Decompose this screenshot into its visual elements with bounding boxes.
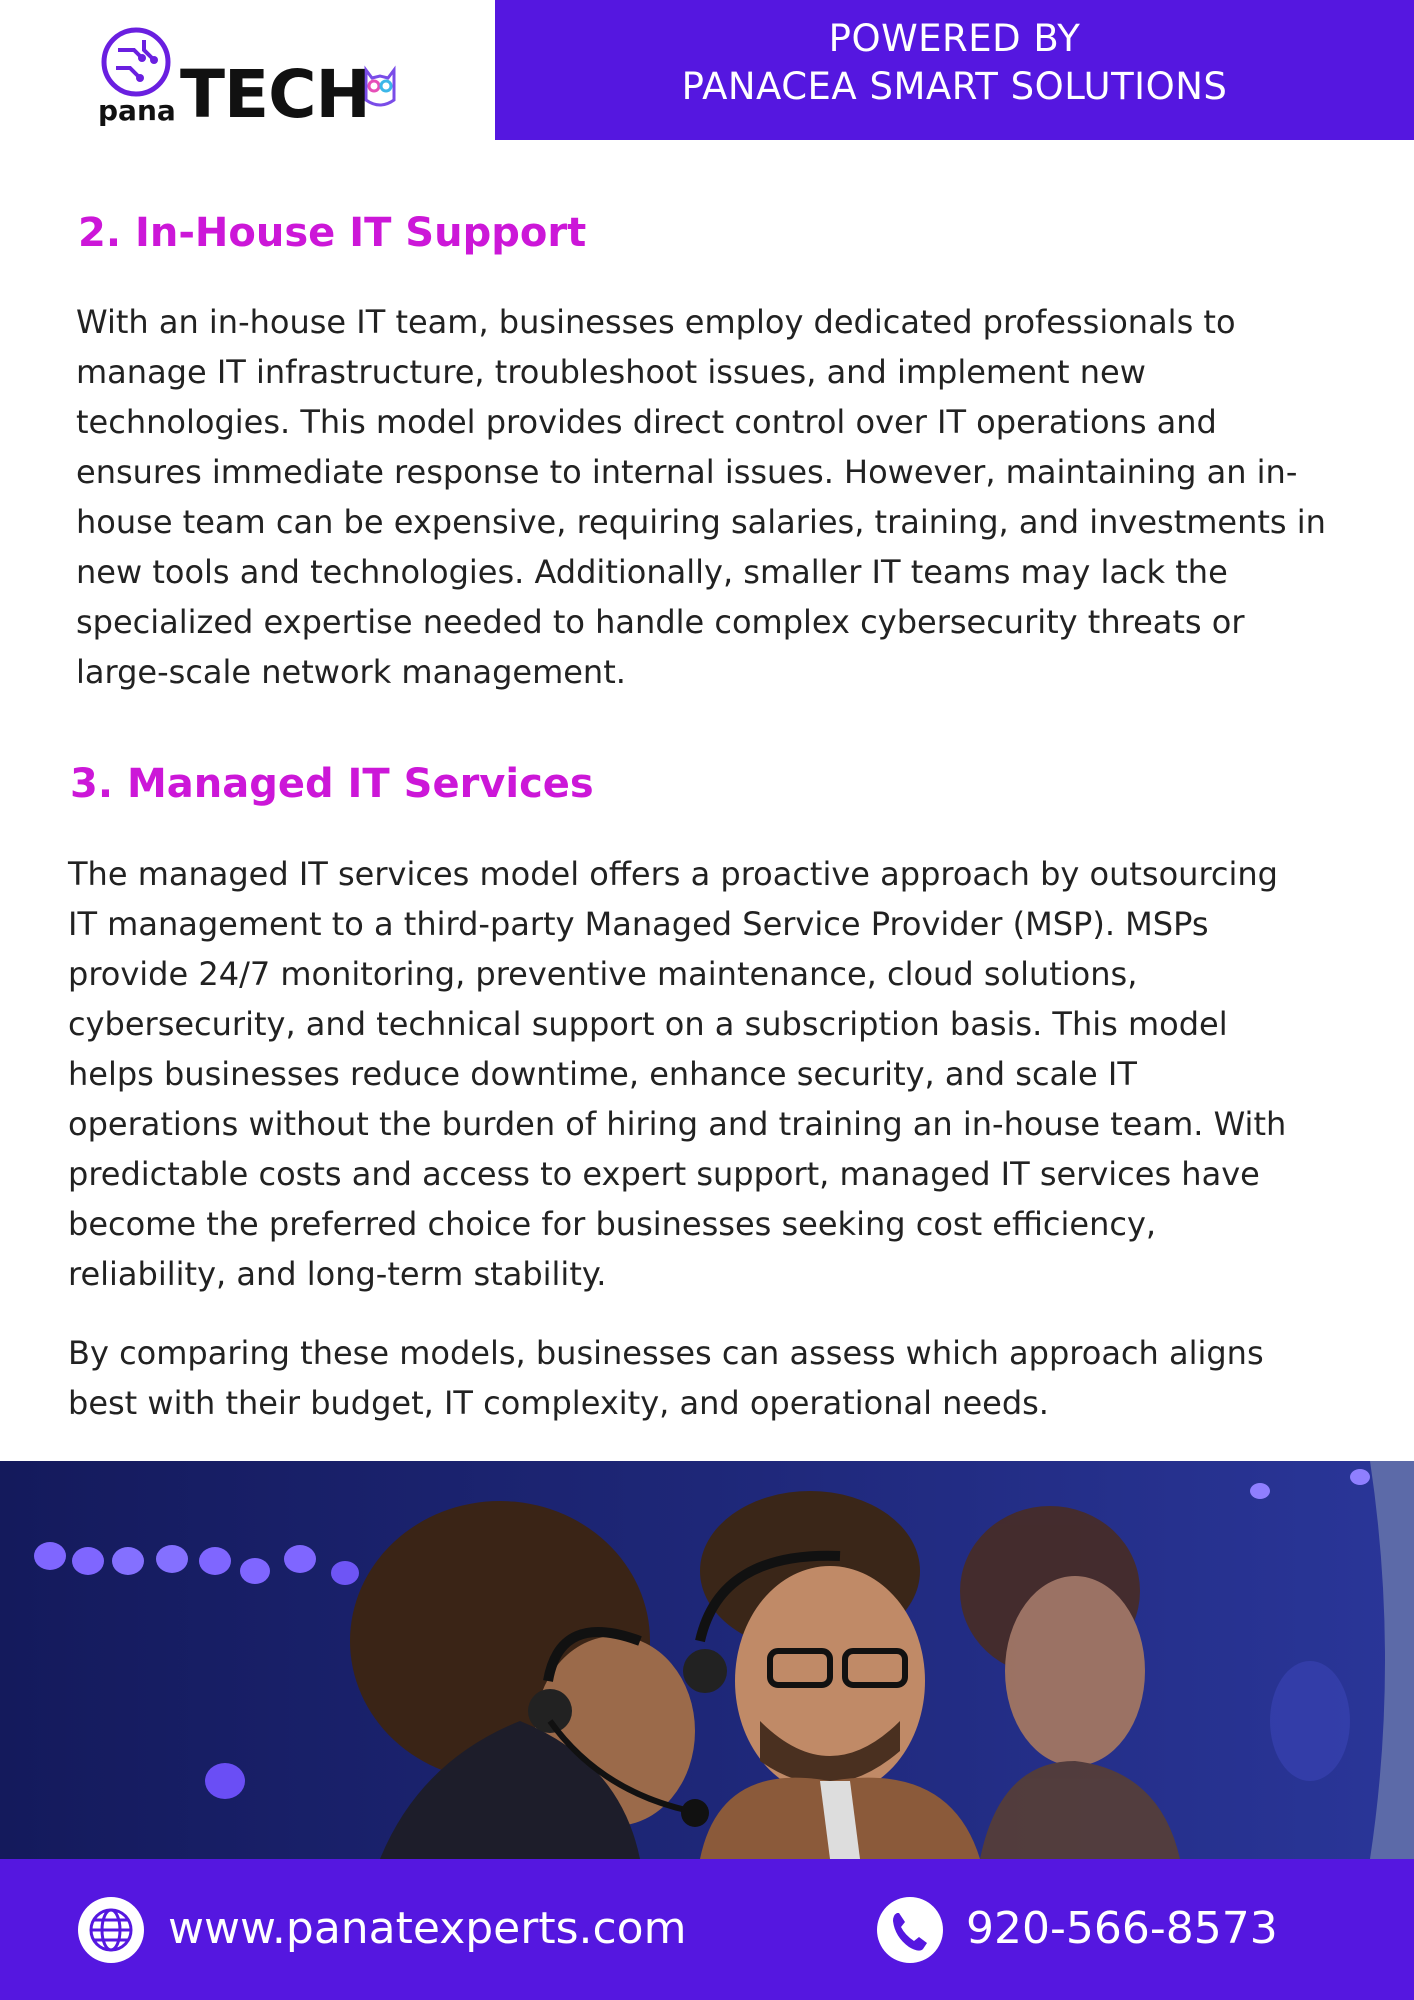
text-line: provide 24/7 monitoring, preventive maintenance, cloud solutions,	[68, 955, 1138, 993]
company-name-line: PANACEA SMART SOLUTIONS	[681, 65, 1228, 108]
photo-illustration	[0, 1461, 1414, 1859]
circuit-brain-icon	[104, 30, 168, 94]
section-body-in-house	[76, 297, 1326, 697]
logo-text-pana: pana	[98, 94, 176, 127]
text-line: With an in-house IT team, businesses employ dedicated professionals to	[76, 303, 1236, 341]
text-line: best with their budget, IT complexity, and operational needs.	[68, 1384, 1049, 1422]
text-line: large-scale network management.	[76, 653, 626, 691]
logo-text-tech: TECH	[180, 56, 370, 133]
text-line: By comparing these models, businesses can assess which approach aligns	[68, 1334, 1264, 1372]
text-line: house team can be expensive, requiring salaries, training, and investments in	[76, 503, 1326, 541]
text-line: specialized expertise needed to handle complex cybersecurity threats or	[76, 603, 1245, 641]
text-line: new tools and technologies. Additionally, smaller IT teams may lack the	[76, 553, 1228, 591]
text-line: predictable costs and access to expert support, managed IT services have	[68, 1155, 1260, 1193]
text-line: operations without the burden of hiring and training an in-house team. With	[68, 1105, 1287, 1143]
text-line: manage IT infrastructure, troubleshoot issues, and implement new	[76, 353, 1146, 391]
text-line: helps businesses reduce downtime, enhance security, and scale IT	[68, 1055, 1137, 1093]
text-line: become the preferred choice for businesses seeking cost efficiency,	[68, 1205, 1157, 1243]
text-line: ensures immediate response to internal issues. However, maintaining an in-	[76, 453, 1298, 491]
phone-number-link[interactable]: 920-566-8573	[966, 1903, 1278, 1954]
phone-icon	[877, 1897, 943, 1963]
section-heading-managed: 3. Managed IT Services	[70, 761, 594, 807]
powered-by-banner	[495, 0, 1414, 140]
section-heading-in-house: 2. In-House IT Support	[78, 210, 587, 256]
text-line: IT management to a third-party Managed Service Provider (MSP). MSPs	[68, 905, 1209, 943]
section-body-managed	[68, 849, 1286, 1299]
website-link[interactable]: www.panatexperts.com	[168, 1903, 687, 1954]
pana-tech-logo	[96, 20, 406, 133]
powered-by-line: POWERED BY	[828, 17, 1081, 60]
owl-icon	[366, 70, 394, 105]
closing-paragraph	[68, 1328, 1264, 1428]
text-line: cybersecurity, and technical support on a subscription basis. This model	[68, 1005, 1228, 1043]
support-team-photo	[0, 1461, 1414, 1859]
text-line: The managed IT services model offers a proactive approach by outsourcing	[68, 855, 1278, 893]
globe-icon	[78, 1897, 144, 1963]
text-line: reliability, and long-term stability.	[68, 1255, 607, 1293]
text-line: technologies. This model provides direct control over IT operations and	[76, 403, 1217, 441]
contact-footer	[0, 1859, 1414, 2000]
